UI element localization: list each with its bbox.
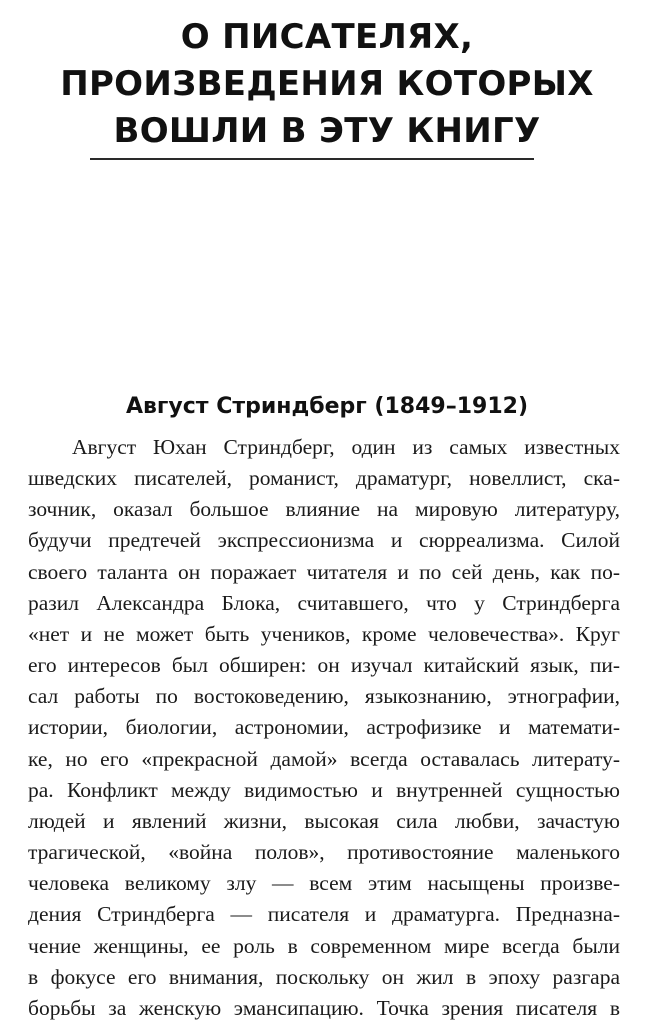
text-line: шведских писателей, романист, драматург, новеллист, ска- [28, 466, 620, 491]
chapter-heading-line: ПРОИЗВЕДЕНИЯ КОТОРЫХ [60, 64, 594, 104]
author-biography-text [28, 432, 620, 1024]
text-line: ра. Конфликт между видимостью и внутренней сущностью [28, 777, 620, 802]
text-line: чение женщины, ее роль в современном мире всегда были [28, 933, 620, 958]
text-line: своего таланта он поражает читателя и по сей день, как по- [28, 559, 620, 584]
text-line: борьбы за женскую эмансипацию. Точка зрения писателя в [28, 995, 620, 1020]
text-line: разил Александра Блока, считавшего, что у Стриндберга [28, 590, 620, 615]
author-section-title: Август Стриндберг (1849–1912) [125, 394, 528, 419]
text-line: его интересов был обширен: он изучал китайский язык, пи- [28, 653, 620, 678]
text-line: в фокусе его внимания, поскольку он жил в эпоху разгара [28, 964, 620, 989]
text-line: человека великому злу — всем этим насыщены произве- [28, 871, 620, 896]
chapter-heading-line: ВОШЛИ В ЭТУ КНИГУ [113, 111, 541, 151]
text-line: дения Стриндберга — писателя и драматурга. Предназна- [28, 902, 620, 927]
text-line: истории, биологии, астрономии, астрофизике и математи- [28, 715, 620, 740]
text-line: будучи предтечей экспрессионизма и сюрреализма. Силой [28, 528, 620, 553]
text-line: зочник, оказал большое влияние на мировую литературу, [28, 497, 620, 522]
text-line: трагической, «война полов», противостояние маленького [28, 840, 620, 865]
chapter-heading [0, 14, 654, 155]
chapter-heading-line: О ПИСАТЕЛЯХ, [180, 17, 474, 57]
text-line: «нет и не может быть учеников, кроме человечества». Круг [28, 621, 620, 646]
text-line: людей и явлений жизни, высокая сила любви, зачастую [28, 808, 620, 833]
text-line: ке, но его «прекрасной дамой» всегда оставалась литерату- [28, 746, 620, 771]
text-line: Август Юхан Стриндберг, один из самых известных [72, 435, 620, 459]
heading-divider [90, 158, 534, 160]
text-line: сал работы по востоковедению, языкознанию, этнографии, [28, 684, 620, 709]
